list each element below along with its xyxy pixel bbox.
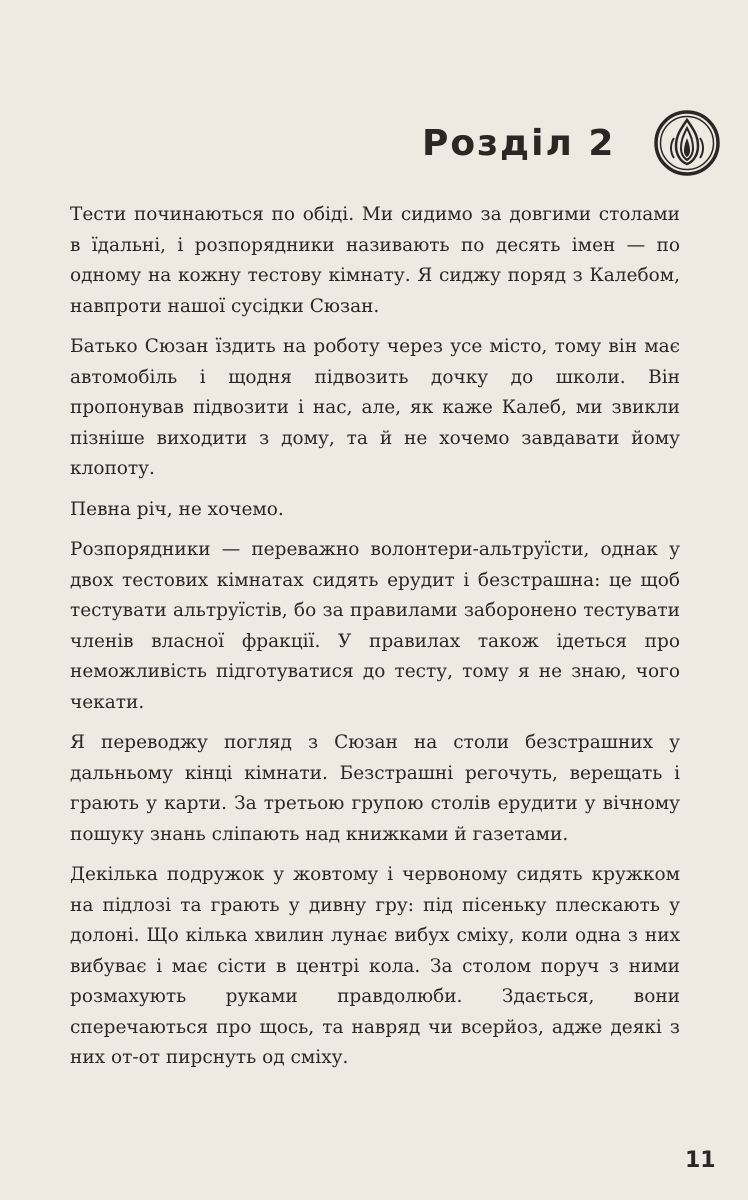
page-number: 11 (685, 1148, 716, 1173)
paragraph: Тести починаються по обіді. Ми сидимо за довгими столами в їдальні, і розпорядники називають по десять імен — по одному на кожну тестову кімнату. Я сиджу поряд з Калебом, навпроти нашої сусідки Сюзан. (70, 204, 680, 317)
body-text (70, 200, 680, 1084)
chapter-title: Розділ 2 (422, 123, 616, 164)
chapter-header (400, 108, 730, 178)
paragraph: Я переводжу погляд з Сюзан на столи безстрашних у дальньому кінці кімнати. Безстрашні регочуть, верещать і грають у карти. За третьою групою столів ерудити у вічному пошуку знань сліпають над книжками й газетами. (70, 732, 680, 845)
paragraph: Батько Сюзан їздить на роботу через усе місто, тому він має автомобіль і щодня підвозить дочку до школи. Він пропонував підвозити і нас, але, як каже Калеб, ми звикли пізніше виходити з дому, та й не хочемо завдавати йому клопоту. (70, 336, 680, 479)
paragraph: Розпорядники — переважно волонтери-альтруїсти, однак у двох тестових кімнатах сидять ерудит і безстрашна: це щоб тестувати альтруїстів, бо за правилами заборонено тестувати членів власної фракції. У правилах також ідеться про неможливість підготуватися до тесту, тому я не знаю, чого чекати. (70, 539, 680, 713)
paragraph: Певна річ, не хочемо. (70, 498, 284, 520)
fire-icon (652, 108, 722, 178)
paragraph: Декілька подружок у жовтому і червоному сидять кружком на підлозі та грають у дивну гру: під пісеньку плескають у долоні. Що кілька хвилин лунає вибух сміху, коли одна з них вибуває і має сісти в центрі кола. За столом поруч з ними розмахують руками правдолюби. Здається, вони сперечаються про щось, та навряд чи всерйоз, адже деякі з них от-от пирснуть од сміху. (70, 864, 680, 1068)
